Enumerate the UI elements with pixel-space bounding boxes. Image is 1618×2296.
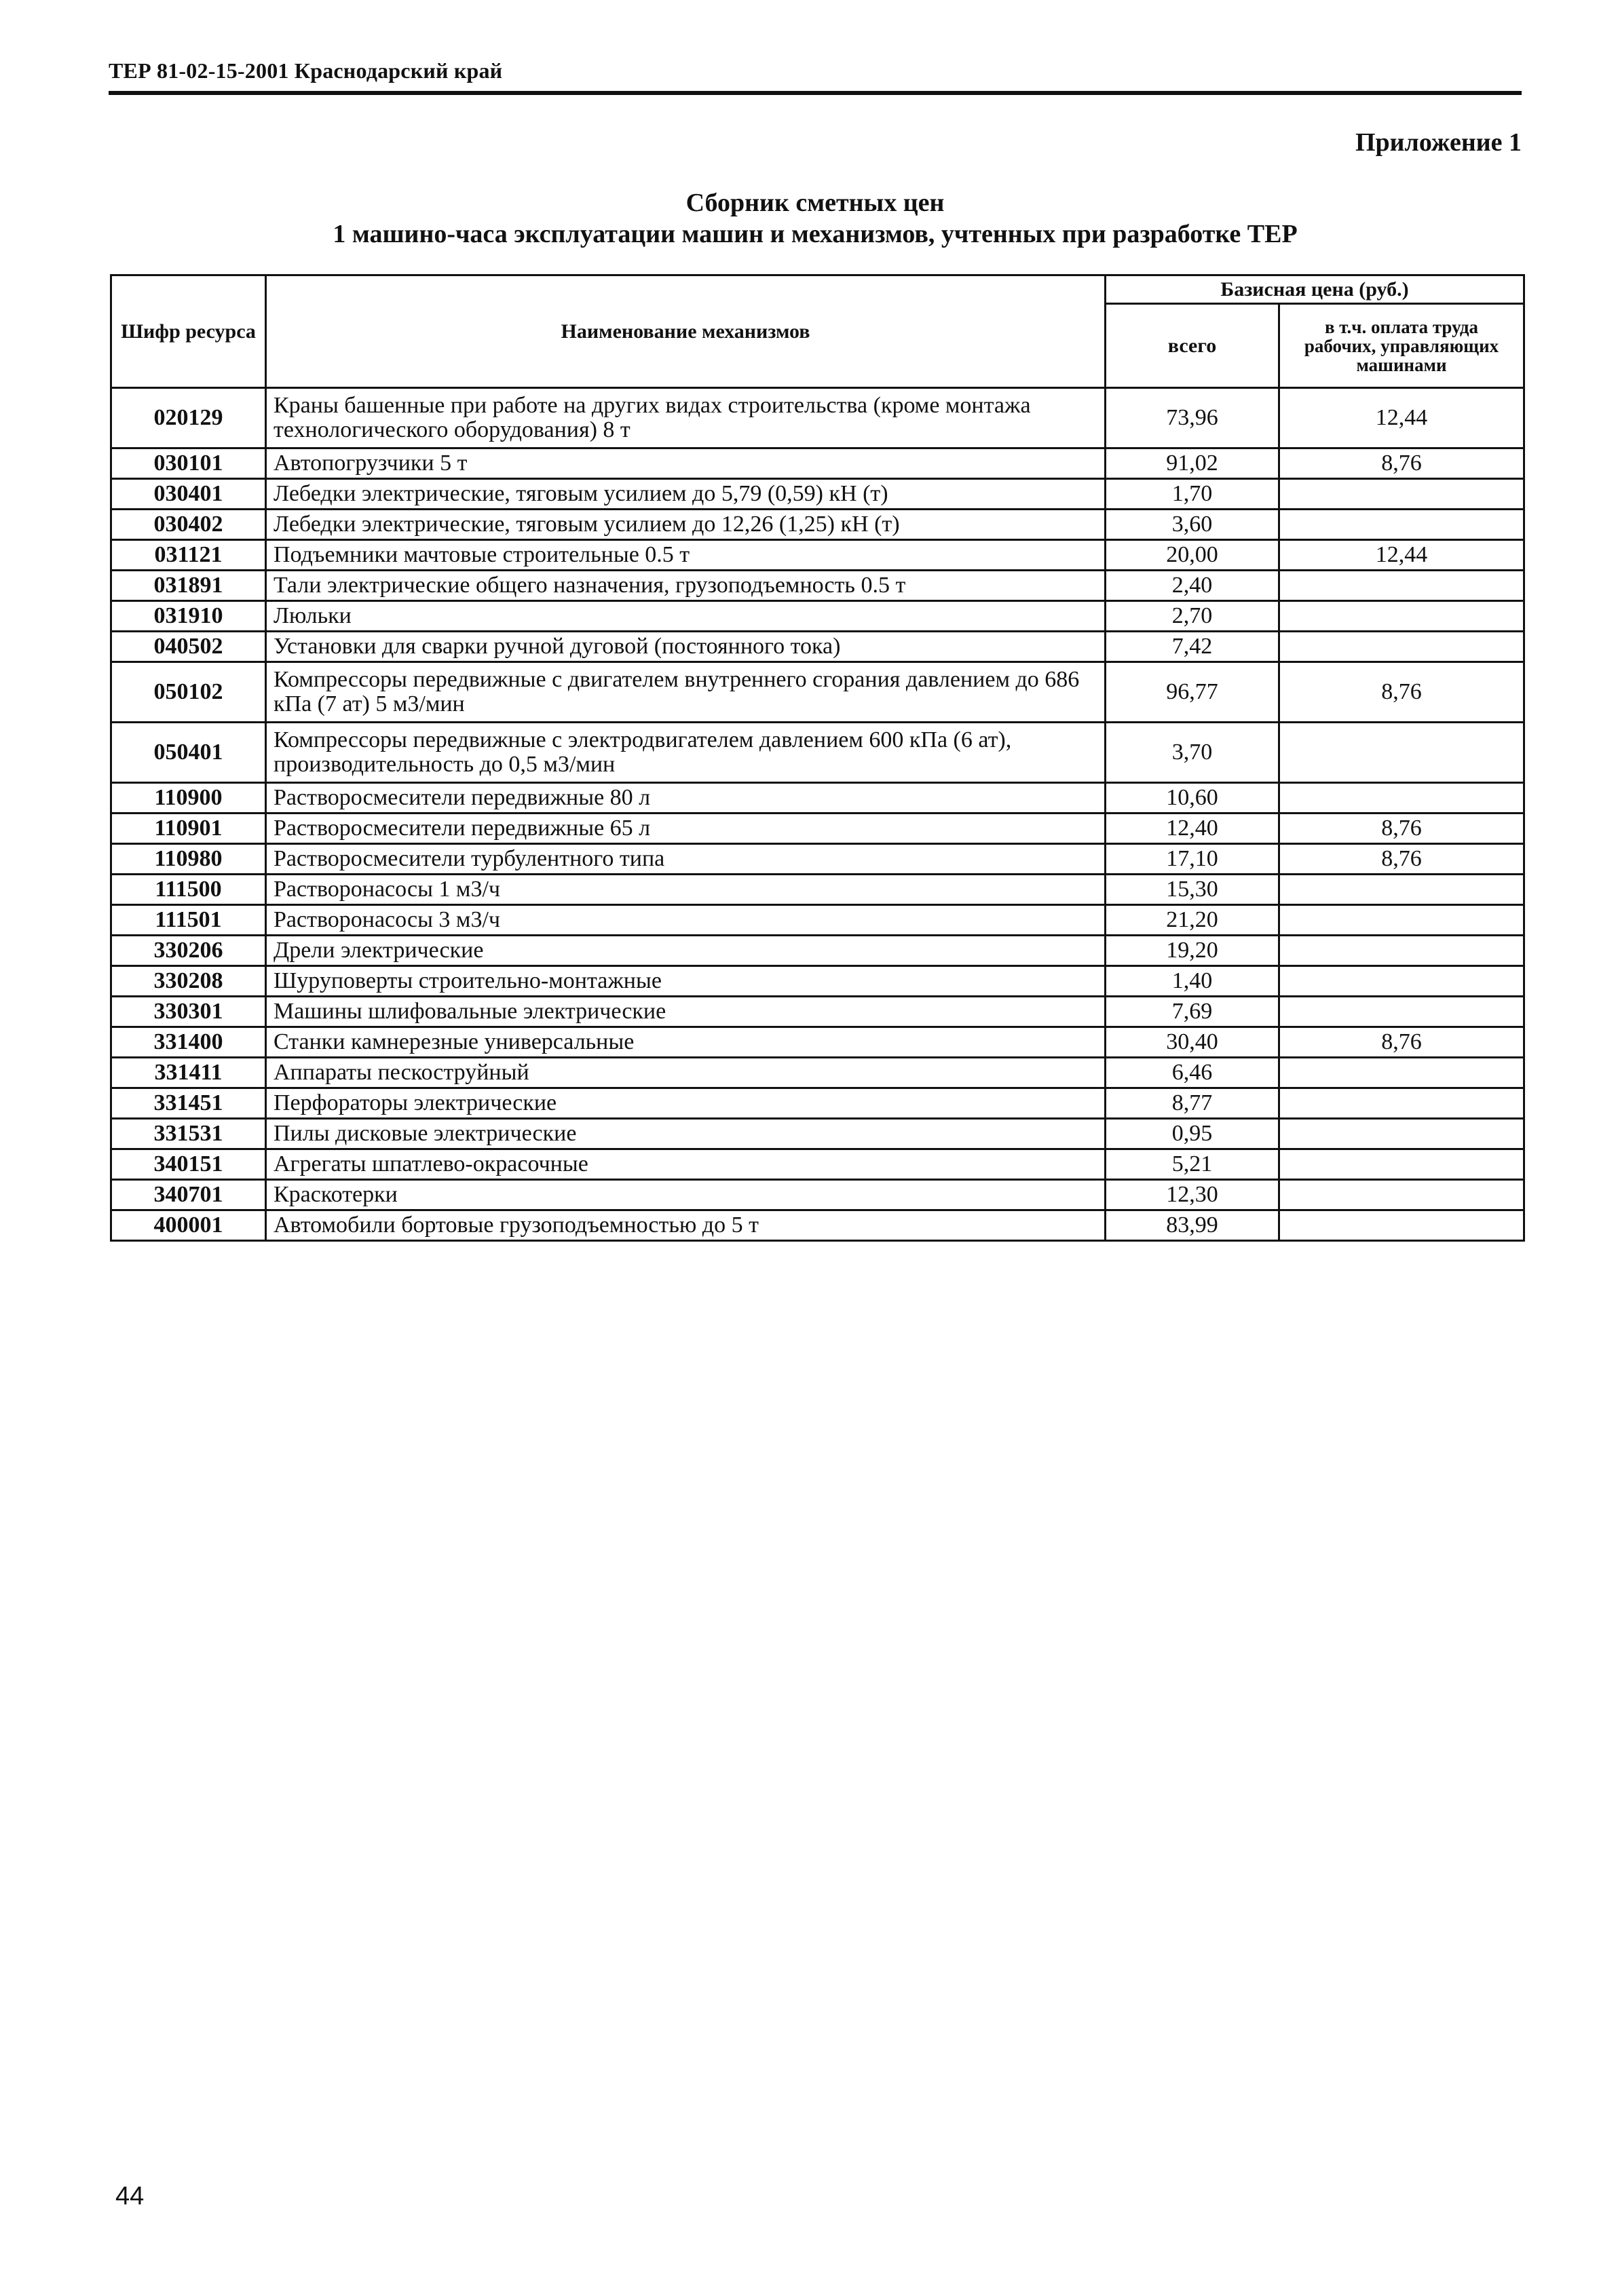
header-code: Шифр ресурса [111,275,266,388]
resource-code: 030401 [111,479,266,510]
price-labor: 8,76 [1279,1027,1524,1058]
mechanism-name: Люльки [266,601,1106,632]
table-row [111,388,1524,448]
table-row [111,1027,1524,1058]
price-labor [1279,571,1524,601]
resource-code: 030101 [111,448,266,479]
resource-code: 031910 [111,601,266,632]
price-total: 8,77 [1106,1088,1279,1119]
table-row [111,632,1524,662]
mechanism-name: Растворонасосы 1 м3/ч [266,875,1106,905]
resource-code: 111500 [111,875,266,905]
price-total: 15,30 [1106,875,1279,905]
price-labor [1279,1119,1524,1149]
table-row [111,997,1524,1027]
mechanism-name: Краны башенные при работе на других видах строительства (кроме монтажа технологического оборудования) 8 т [266,388,1106,448]
resource-code: 330208 [111,966,266,997]
resource-code: 050401 [111,723,266,783]
price-total: 2,40 [1106,571,1279,601]
price-labor [1279,1149,1524,1180]
price-labor [1279,966,1524,997]
table-row [111,510,1524,540]
mechanism-name: Агрегаты шпатлево-окрасочные [266,1149,1106,1180]
mechanism-name: Тали электрические общего назначения, грузоподъемность 0.5 т [266,571,1106,601]
mechanism-name: Растворосмесители турбулентного типа [266,844,1106,875]
page-number: 44 [115,2182,145,2211]
table-row [111,936,1524,966]
resource-code: 040502 [111,632,266,662]
price-labor [1279,875,1524,905]
table-row [111,1119,1524,1149]
price-total: 3,60 [1106,510,1279,540]
mechanism-name: Растворонасосы 3 м3/ч [266,905,1106,936]
price-labor [1279,1210,1524,1241]
resource-code: 340151 [111,1149,266,1180]
price-total: 21,20 [1106,905,1279,936]
table-row [111,448,1524,479]
resource-code: 031891 [111,571,266,601]
table-row [111,662,1524,723]
price-total: 96,77 [1106,662,1279,723]
resource-code: 330206 [111,936,266,966]
resource-code: 111501 [111,905,266,936]
mechanism-name: Станки камнерезные универсальные [266,1027,1106,1058]
table-row [111,1058,1524,1088]
price-total: 19,20 [1106,936,1279,966]
price-total: 30,40 [1106,1027,1279,1058]
mechanism-name: Лебедки электрические, тяговым усилием до 5,79 (0,59) кН (т) [266,479,1106,510]
mechanism-name: Компрессоры передвижные с двигателем внутреннего сгорания давлением до 686 кПа (7 ат) 5 м3/мин [266,662,1106,723]
price-total: 83,99 [1106,1210,1279,1241]
table-row [111,966,1524,997]
table-row [111,783,1524,814]
mechanism-name: Пилы дисковые электрические [266,1119,1106,1149]
resource-code: 031121 [111,540,266,571]
price-total: 17,10 [1106,844,1279,875]
mechanism-name: Шуруповерты строительно-монтажные [266,966,1106,997]
machine-price-table [110,274,1525,1242]
mechanism-name: Краскотерки [266,1180,1106,1210]
resource-code: 331411 [111,1058,266,1088]
mechanism-name: Аппараты пескоструйный [266,1058,1106,1088]
resource-code: 110901 [111,814,266,844]
price-total: 7,42 [1106,632,1279,662]
header-labor: в т.ч. оплата труда рабочих, управляющих машинами [1279,304,1524,388]
table-row [111,814,1524,844]
mechanism-name: Компрессоры передвижные с электродвигателем давлением 600 кПа (6 ат), производительность до 0,5 м3/мин [266,723,1106,783]
price-total: 0,95 [1106,1119,1279,1149]
price-labor [1279,632,1524,662]
price-total: 91,02 [1106,448,1279,479]
price-total: 1,70 [1106,479,1279,510]
resource-code: 331531 [111,1119,266,1149]
header-name: Наименование механизмов [266,275,1106,388]
price-labor [1279,1088,1524,1119]
price-total: 1,40 [1106,966,1279,997]
resource-code: 331451 [111,1088,266,1119]
table-row [111,601,1524,632]
resource-code: 030402 [111,510,266,540]
price-total: 7,69 [1106,997,1279,1027]
header-rule [109,91,1522,95]
resource-code: 400001 [111,1210,266,1241]
price-labor [1279,783,1524,814]
price-total: 12,30 [1106,1180,1279,1210]
price-total: 20,00 [1106,540,1279,571]
header-price-group: Базисная цена (руб.) [1106,275,1524,304]
mechanism-name: Перфораторы электрические [266,1088,1106,1119]
mechanism-name: Растворосмесители передвижные 80 л [266,783,1106,814]
mechanism-name: Лебедки электрические, тяговым усилием до 12,26 (1,25) кН (т) [266,510,1106,540]
price-labor [1279,723,1524,783]
price-labor [1279,1058,1524,1088]
mechanism-name: Подъемники мачтовые строительные 0.5 т [266,540,1106,571]
price-labor [1279,997,1524,1027]
price-total: 10,60 [1106,783,1279,814]
page-subtitle: 1 машино-часа эксплуатации машин и механизмов, учтенных при разработке ТЕР [333,220,1298,248]
mechanism-name: Растворосмесители передвижные 65 л [266,814,1106,844]
resource-code: 340701 [111,1180,266,1210]
price-labor: 8,76 [1279,814,1524,844]
table-row [111,1210,1524,1241]
table-row [111,723,1524,783]
table-row [111,1180,1524,1210]
mechanism-name: Автопогрузчики 5 т [266,448,1106,479]
price-labor [1279,601,1524,632]
price-labor: 8,76 [1279,662,1524,723]
mechanism-name: Автомобили бортовые грузоподъемностью до 5 т [266,1210,1106,1241]
mechanism-name: Машины шлифовальные электрические [266,997,1106,1027]
document-reference: ТЕР 81-02-15-2001 Краснодарский край [109,58,503,83]
appendix-label: Приложение 1 [1355,128,1522,157]
price-labor [1279,479,1524,510]
resource-code: 020129 [111,388,266,448]
resource-code: 110900 [111,783,266,814]
price-total: 5,21 [1106,1149,1279,1180]
page-title: Сборник сметных цен [685,189,945,217]
price-labor: 12,44 [1279,388,1524,448]
price-total: 3,70 [1106,723,1279,783]
price-labor [1279,905,1524,936]
mechanism-name: Дрели электрические [266,936,1106,966]
table-row [111,844,1524,875]
price-labor: 8,76 [1279,448,1524,479]
table-row [111,1088,1524,1119]
table-row [111,571,1524,601]
price-total: 2,70 [1106,601,1279,632]
resource-code: 331400 [111,1027,266,1058]
resource-code: 330301 [111,997,266,1027]
header-total: всего [1106,304,1279,388]
resource-code: 050102 [111,662,266,723]
table-row [111,540,1524,571]
mechanism-name: Установки для сварки ручной дуговой (постоянного тока) [266,632,1106,662]
price-total: 6,46 [1106,1058,1279,1088]
table-row [111,1149,1524,1180]
price-total: 73,96 [1106,388,1279,448]
price-labor: 8,76 [1279,844,1524,875]
price-total: 12,40 [1106,814,1279,844]
table-row [111,875,1524,905]
resource-code: 110980 [111,844,266,875]
price-labor [1279,1180,1524,1210]
table-row [111,479,1524,510]
price-labor: 12,44 [1279,540,1524,571]
price-labor [1279,936,1524,966]
table-row [111,905,1524,936]
price-labor [1279,510,1524,540]
